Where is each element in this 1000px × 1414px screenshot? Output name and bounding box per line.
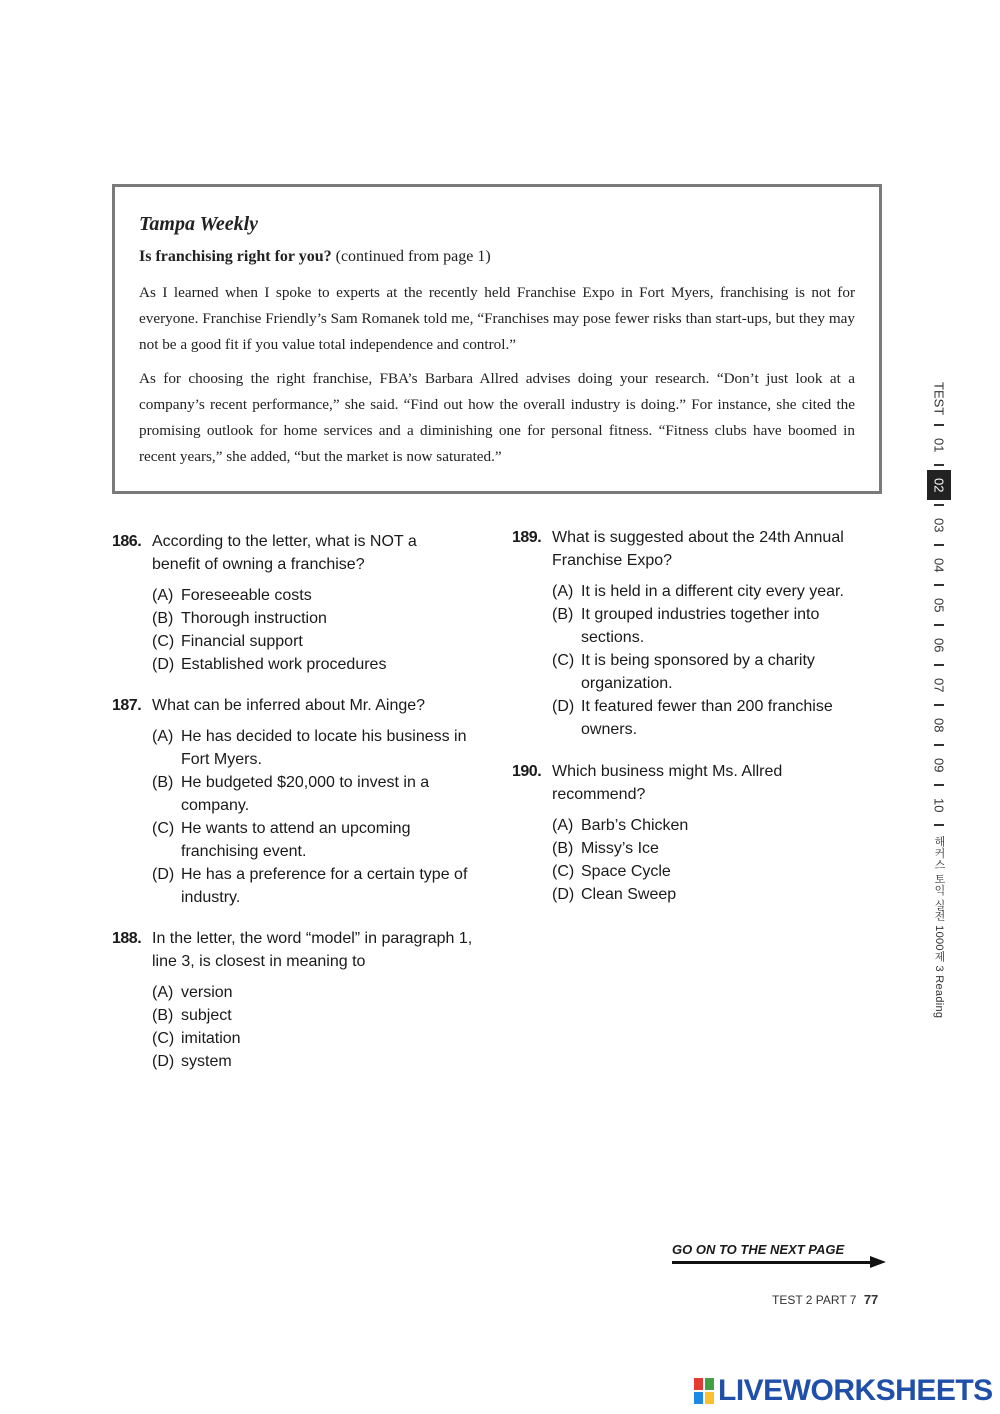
option-text: version: [181, 984, 233, 1001]
answer-option[interactable]: [552, 883, 842, 906]
question-text: Which business might Ms. Allred recommend?: [552, 763, 783, 803]
question-stem: [112, 927, 492, 973]
option-letter: (C): [552, 863, 575, 880]
answer-option[interactable]: [152, 817, 482, 863]
answer-option[interactable]: [152, 981, 492, 1004]
question-stem: [112, 530, 452, 576]
answer-option[interactable]: [152, 771, 482, 817]
question-stem: [512, 526, 877, 572]
question-186: [112, 530, 452, 676]
option-text: It is held in a different city every year.: [581, 583, 844, 600]
option-letter: (D): [152, 866, 175, 883]
next-page-text: GO ON TO THE NEXT PAGE: [672, 1242, 845, 1257]
answer-option[interactable]: [552, 580, 877, 603]
option-letter: (A): [552, 583, 574, 600]
next-page-indicator: [672, 1242, 888, 1264]
answer-options: [152, 725, 482, 909]
option-text: He has a preference for a certain type of industry.: [181, 866, 468, 906]
brand-name: LIVEWORKSHEETS: [718, 1374, 993, 1407]
liveworksheets-logo-icon: [694, 1378, 714, 1404]
option-text: Space Cycle: [581, 863, 671, 880]
option-text: He has decided to locate his business in Fort Myers.: [181, 728, 467, 768]
article-paragraph-1: As I learned when I spoke to experts at the recently held Franchise Expo in Fort Myers, franchising is not for everyone. Franchise Friendly’s Sam Romanek told me, “Franchises may pose fewer risks than start-ups, but they may not be a good fit if you value total independence and control.”: [139, 284, 855, 353]
option-letter: (A): [152, 587, 174, 604]
answer-option[interactable]: [552, 649, 877, 695]
question-text: According to the letter, what is NOT a benefit of owning a franchise?: [152, 533, 417, 573]
option-letter: (D): [152, 656, 175, 673]
option-text: Financial support: [181, 633, 303, 650]
option-letter: (B): [152, 774, 174, 791]
answer-option[interactable]: [552, 603, 877, 649]
option-text: It grouped industries together into sections.: [581, 606, 820, 646]
question-number: 190.: [512, 763, 542, 780]
answer-options: [152, 584, 452, 676]
article-headline: [139, 248, 855, 266]
page-footer: [772, 1292, 878, 1307]
option-letter: (B): [152, 610, 174, 627]
side-tab-03[interactable]: 03: [931, 517, 947, 533]
question-stem: [112, 694, 482, 717]
liveworksheets-brand: [694, 1374, 993, 1408]
side-tab-01[interactable]: 01: [931, 437, 947, 453]
tab-divider: [934, 664, 944, 666]
option-letter: (A): [552, 817, 574, 834]
answer-option[interactable]: [152, 1004, 492, 1027]
option-text: Barb’s Chicken: [581, 817, 689, 834]
answer-option[interactable]: [152, 1050, 492, 1073]
option-text: subject: [181, 1007, 232, 1024]
question-189: [512, 526, 877, 741]
option-text: It featured fewer than 200 franchise owners.: [581, 698, 833, 738]
question-190: [512, 760, 842, 906]
tab-divider: [934, 504, 944, 506]
side-tab-02[interactable]: 02: [927, 470, 951, 500]
publication-title: Tampa Weekly: [139, 213, 259, 235]
option-text: Established work procedures: [181, 656, 387, 673]
option-letter: (C): [552, 652, 575, 669]
question-text: In the letter, the word “model” in paragraph 1, line 3, is closest in meaning to: [152, 930, 473, 970]
article-paragraph-2: As for choosing the right franchise, FBA’s Barbara Allred advises doing your research. “Don’t just look at a company’s recent performance,” she said. “Find out how the overall industry is doing.” For instance, she cited the promising outlook for home services and a diminishing one for personal fitness. “Fitness clubs have boomed in recent years,” she added, “but the market is now saturated.”: [139, 370, 855, 465]
test-side-tabs: [926, 378, 952, 1018]
option-letter: (D): [152, 1053, 175, 1070]
tab-divider: [934, 424, 944, 426]
answer-option[interactable]: [152, 653, 452, 676]
question-stem: [512, 760, 842, 806]
option-letter: (B): [152, 1007, 174, 1024]
option-text: He budgeted $20,000 to invest in a company.: [181, 774, 430, 814]
page-number: 77: [863, 1292, 879, 1307]
option-letter: (C): [152, 633, 175, 650]
option-letter: (D): [552, 698, 575, 715]
question-number: 189.: [512, 529, 542, 546]
side-tab-09[interactable]: 09: [931, 757, 947, 773]
tab-divider: [934, 744, 944, 746]
tab-divider: [934, 464, 944, 466]
headline-bold: Is franchising right for you?: [139, 248, 332, 265]
answer-option[interactable]: [552, 695, 877, 741]
book-title: 해커스 토익 실전 1000제 3 Reading: [933, 836, 945, 1019]
question-188: [112, 927, 492, 1073]
answer-option[interactable]: [552, 814, 842, 837]
answer-option[interactable]: [152, 630, 452, 653]
answer-option[interactable]: [552, 860, 842, 883]
option-text: imitation: [181, 1030, 241, 1047]
tab-divider: [934, 704, 944, 706]
option-text: Clean Sweep: [581, 886, 677, 903]
side-tab-07[interactable]: 07: [931, 677, 947, 693]
footer-section: TEST 2 PART 7: [772, 1293, 857, 1307]
side-tab-04[interactable]: 04: [931, 557, 947, 573]
article-box: [112, 184, 882, 494]
answer-option[interactable]: [152, 584, 452, 607]
answer-options: [552, 580, 877, 741]
side-tab-08[interactable]: 08: [931, 717, 947, 733]
answer-option[interactable]: [152, 1027, 492, 1050]
option-text: system: [181, 1053, 232, 1070]
option-letter: (A): [152, 728, 174, 745]
option-letter: (B): [552, 606, 574, 623]
side-tab-06[interactable]: 06: [931, 637, 947, 653]
question-187: [112, 694, 482, 909]
question-number: 187.: [112, 697, 142, 714]
tab-divider: [934, 584, 944, 586]
question-text: What can be inferred about Mr. Ainge?: [152, 697, 426, 714]
option-text: It is being sponsored by a charity organization.: [581, 652, 815, 692]
question-text: What is suggested about the 24th Annual Franchise Expo?: [552, 529, 844, 569]
question-number: 188.: [112, 930, 142, 947]
option-text: Missy’s Ice: [581, 840, 659, 857]
side-tab-05[interactable]: 05: [931, 597, 947, 613]
answer-option[interactable]: [152, 863, 482, 909]
tab-divider: [934, 624, 944, 626]
answer-options: [152, 981, 492, 1073]
option-letter: (C): [152, 820, 175, 837]
answer-option[interactable]: [552, 837, 842, 860]
side-tab-10[interactable]: 10: [931, 797, 947, 813]
option-letter: (C): [152, 1030, 175, 1047]
tab-divider: [934, 784, 944, 786]
tab-divider: [934, 544, 944, 546]
option-text: Thorough instruction: [181, 610, 327, 627]
side-tab-label: TEST: [931, 382, 947, 416]
headline-rest: (continued from page 1): [331, 248, 491, 265]
option-text: He wants to attend an upcoming franchising event.: [181, 820, 411, 860]
option-letter: (B): [552, 840, 574, 857]
option-text: Foreseeable costs: [181, 587, 312, 604]
tab-divider: [934, 824, 944, 826]
arrow-right-icon: [672, 1261, 872, 1264]
answer-option[interactable]: [152, 725, 482, 771]
answer-option[interactable]: [152, 607, 452, 630]
question-number: 186.: [112, 533, 142, 550]
option-letter: (D): [552, 886, 575, 903]
option-letter: (A): [152, 984, 174, 1001]
answer-options: [552, 814, 842, 906]
